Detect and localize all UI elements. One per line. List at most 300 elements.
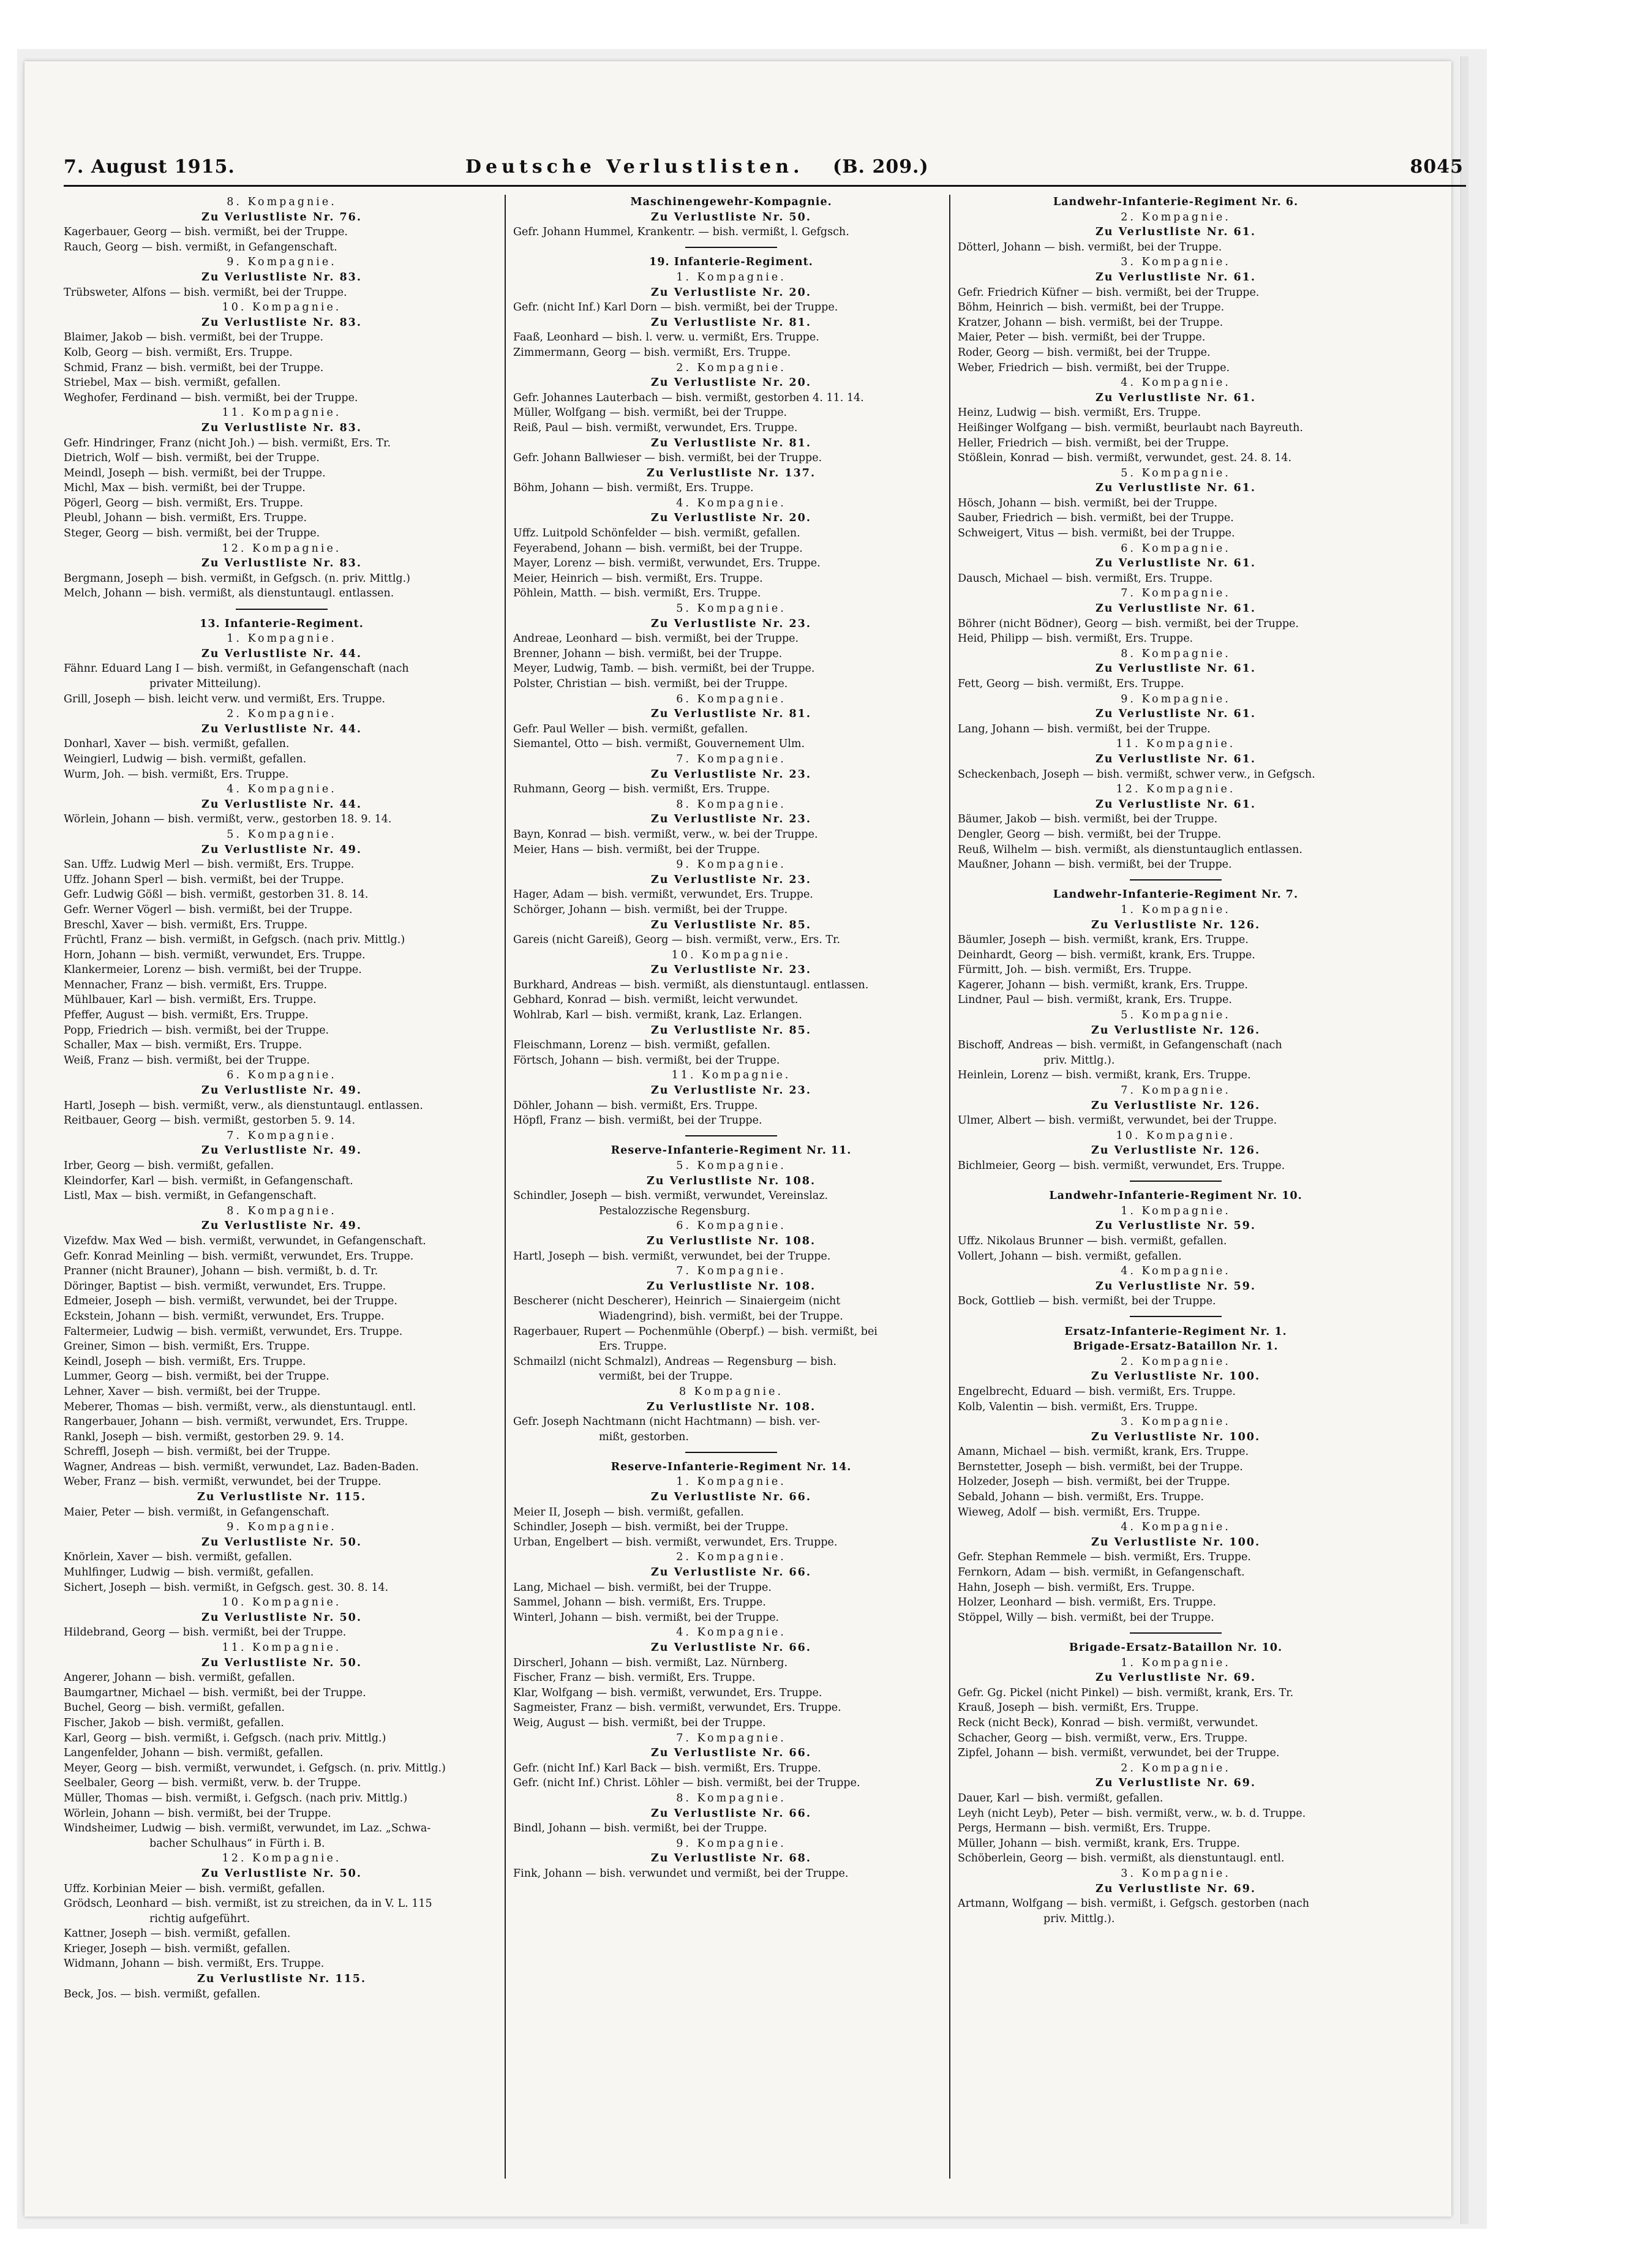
casualty-list-ref: Zu Verlustliste Nr. 44.	[201, 798, 362, 811]
company-heading: 4. Kompagnie.	[1121, 1521, 1231, 1534]
casualty-entry: Brenner, Johann — bish. vermißt, bei der Truppe.	[513, 647, 783, 660]
casualty-entry: Gefr. (nicht Inf.) Karl Dorn — bish. vermißt, bei der Truppe.	[513, 301, 838, 314]
casualty-entry: Dötterl, Johann — bish. vermißt, bei der Truppe.	[958, 241, 1222, 253]
casualty-entry: Meier, Heinrich — bish. vermißt, Ers. Truppe.	[513, 572, 763, 585]
casualty-entry: Maier, Peter — bish. vermißt, in Gefangenschaft.	[64, 1506, 329, 1519]
column-1	[64, 195, 500, 2185]
casualty-entry-continuation: Pestalozzische Regensburg.	[599, 1204, 750, 1217]
casualty-entry: Fähnr. Eduard Lang I — bish. vermißt, in Gefangenschaft (nach	[64, 663, 409, 675]
casualty-entry: Dietrich, Wolf — bish. vermißt, bei der Truppe.	[64, 452, 320, 465]
casualty-list-ref: Zu Verlustliste Nr. 61.	[1096, 271, 1256, 284]
casualty-entry: Gefr. Paul Weller — bish. vermißt, gefallen.	[513, 723, 748, 735]
casualty-entry: Wieweg, Adolf — bish. vermißt, Ers. Truppe.	[958, 1506, 1201, 1519]
casualty-entry: Bäumler, Joseph — bish. vermißt, krank, Ers. Truppe.	[958, 934, 1249, 947]
company-heading: 9. Kompagnie.	[1121, 693, 1231, 705]
casualty-entry: Heid, Philipp — bish. vermißt, Ers. Truppe.	[958, 633, 1193, 645]
casualty-entry: Pleubl, Johann — bish. vermißt, Ers. Truppe.	[64, 512, 307, 525]
company-heading: 1. Kompagnie.	[1121, 1204, 1231, 1217]
casualty-entry: Hahn, Joseph — bish. vermißt, Ers. Truppe.	[958, 1581, 1195, 1594]
section-rule	[513, 1444, 949, 1460]
section-rule	[958, 1625, 1394, 1640]
casualty-entry: Keindl, Joseph — bish. vermißt, Ers. Truppe.	[64, 1355, 306, 1368]
casualty-entry: Gefr. Joseph Nachtmann (nicht Hachtmann) — bish. ver-	[513, 1416, 821, 1429]
casualty-entry: Heinlein, Lorenz — bish. vermißt, krank, Ers. Truppe.	[958, 1069, 1251, 1082]
header-title: Deutsche Verlustlisten.	[465, 156, 804, 178]
company-heading: 12. Kompagnie.	[1116, 783, 1236, 796]
company-heading: 9. Kompagnie.	[227, 256, 337, 269]
company-heading: 10. Kompagnie.	[671, 948, 791, 961]
casualty-entry: Fernkorn, Adam — bish. vermißt, in Gefangenschaft.	[958, 1566, 1245, 1579]
casualty-list-ref: Zu Verlustliste Nr. 59.	[1096, 1280, 1256, 1293]
casualty-entry: Hildebrand, Georg — bish. vermißt, bei der Truppe.	[64, 1626, 347, 1639]
casualty-entry: Bergmann, Joseph — bish. vermißt, in Gefgsch. (n. priv. Mittlg.)	[64, 572, 411, 585]
company-heading: 11. Kompagnie.	[222, 1642, 342, 1654]
company-heading: 7. Kompagnie.	[676, 753, 786, 765]
section-rule	[958, 873, 1394, 888]
casualty-entry: Hager, Adam — bish. vermißt, verwundet, Ers. Truppe.	[513, 888, 813, 901]
casualty-list-ref: Zu Verlustliste Nr. 61.	[1096, 603, 1256, 615]
company-heading: 7. Kompagnie.	[1121, 587, 1231, 600]
company-heading: 5. Kompagnie.	[1121, 1009, 1231, 1022]
column-3	[958, 195, 1394, 2185]
casualty-entry: Deinhardt, Georg — bish. vermißt, krank, Ers. Truppe.	[958, 948, 1255, 961]
casualty-entry: Lehner, Xaver — bish. vermißt, bei der Truppe.	[64, 1385, 321, 1398]
casualty-list-ref: Zu Verlustliste Nr. 100.	[1091, 1430, 1261, 1443]
casualty-list-ref: Zu Verlustliste Nr. 108.	[646, 1174, 816, 1187]
casualty-entry: Winterl, Johann — bish. vermißt, bei der Truppe.	[513, 1611, 780, 1624]
casualty-list-ref: Zu Verlustliste Nr. 66.	[651, 1807, 811, 1820]
casualty-list-ref: Zu Verlustliste Nr. 23.	[651, 964, 811, 977]
casualty-entry: Feyerabend, Johann — bish. vermißt, bei der Truppe.	[513, 542, 803, 555]
casualty-entry: Bayn, Konrad — bish. vermißt, verw., w. bei der Truppe.	[513, 828, 818, 841]
casualty-entry-continuation: priv. Mittlg.).	[1043, 1912, 1115, 1925]
casualty-entry: Gebhard, Konrad — bish. vermißt, leicht verwundet.	[513, 994, 799, 1007]
casualty-entry: Wurm, Joh. — bish. vermißt, Ers. Truppe.	[64, 768, 289, 781]
casualty-list-ref: Zu Verlustliste Nr. 83.	[201, 557, 362, 570]
casualty-entry: Holzer, Leonhard — bish. vermißt, Ers. Truppe.	[958, 1596, 1216, 1609]
section-rule	[958, 1174, 1394, 1189]
company-heading: 11. Kompagnie.	[1116, 738, 1236, 751]
company-heading: 8. Kompagnie.	[227, 196, 337, 208]
casualty-list-ref: Zu Verlustliste Nr. 66.	[651, 1566, 811, 1579]
company-heading: 11. Kompagnie.	[222, 407, 342, 419]
casualty-entry: Bäumer, Jakob — bish. vermißt, bei der Truppe.	[958, 813, 1218, 826]
page-header	[37, 156, 1464, 183]
company-heading: 9. Kompagnie.	[676, 858, 786, 871]
casualty-entry: Klar, Wolfgang — bish. vermißt, verwundet, Ers. Truppe.	[513, 1686, 822, 1699]
casualty-entry: Sammel, Johann — bish. vermißt, Ers. Truppe.	[513, 1596, 766, 1609]
casualty-entry: Horn, Johann — bish. vermißt, verwundet, Ers. Truppe.	[64, 948, 366, 961]
casualty-list-ref: Zu Verlustliste Nr. 61.	[1096, 391, 1256, 404]
section-rule	[958, 1309, 1394, 1324]
casualty-entry: Fink, Johann — bish. verwundet und vermißt, bei der Truppe.	[513, 1867, 849, 1880]
casualty-entry: Gefr. Hindringer, Franz (nicht Joh.) — bish. vermißt, Ers. Tr.	[64, 437, 391, 449]
casualty-list-ref: Zu Verlustliste Nr. 85.	[651, 918, 811, 931]
section-rule	[513, 240, 949, 255]
header-date: 7. August 1915.	[64, 156, 235, 178]
casualty-list-ref: Zu Verlustliste Nr. 126.	[1091, 918, 1261, 931]
casualty-entry: Weiß, Franz — bish. vermißt, bei der Truppe.	[64, 1054, 310, 1067]
casualty-list-ref: Zu Verlustliste Nr. 100.	[1091, 1536, 1261, 1549]
casualty-list-ref: Zu Verlustliste Nr. 23.	[651, 873, 811, 886]
casualty-entry: Meyer, Ludwig, Tamb. — bish. vermißt, bei der Truppe.	[513, 663, 815, 675]
casualty-entry: Zipfel, Johann — bish. vermißt, verwundet, bei der Truppe.	[958, 1747, 1280, 1760]
casualty-entry: Sichert, Joseph — bish. vermißt, in Gefgsch. gest. 30. 8. 14.	[64, 1581, 389, 1594]
casualty-entry: Klankermeier, Lorenz — bish. vermißt, bei der Truppe.	[64, 964, 362, 977]
column-2	[513, 195, 949, 2185]
casualty-list-ref: Zu Verlustliste Nr. 83.	[201, 271, 362, 284]
casualty-entry: Hartl, Joseph — bish. vermißt, verw., als dienstuntaugl. entlassen.	[64, 1099, 423, 1112]
casualty-list-ref: Zu Verlustliste Nr. 81.	[651, 437, 811, 449]
casualty-list-ref: Zu Verlustliste Nr. 61.	[1096, 708, 1256, 721]
company-heading: 6. Kompagnie.	[676, 1220, 786, 1233]
regiment-heading: Reserve-Infanterie-Regiment Nr. 14.	[611, 1460, 852, 1473]
casualty-list-ref: Zu Verlustliste Nr. 108.	[646, 1234, 816, 1247]
casualty-entry: Kleindorfer, Karl — bish. vermißt, in Gefangenschaft.	[64, 1174, 353, 1187]
casualty-list-ref: Zu Verlustliste Nr. 85.	[651, 1024, 811, 1037]
casualty-entry: Meier, Hans — bish. vermißt, bei der Truppe.	[513, 843, 761, 856]
company-heading: 9. Kompagnie.	[227, 1521, 337, 1534]
casualty-list-ref: Zu Verlustliste Nr. 83.	[201, 421, 362, 434]
casualty-entry: Lang, Michael — bish. vermißt, bei der Truppe.	[513, 1581, 772, 1594]
casualty-entry: Förtsch, Johann — bish. vermißt, bei der Truppe.	[513, 1054, 780, 1067]
casualty-list-ref: Zu Verlustliste Nr. 68.	[651, 1852, 811, 1865]
casualty-entry: Rankl, Joseph — bish. vermißt, gestorben 29. 9. 14.	[64, 1430, 344, 1443]
casualty-entry: Schweigert, Vitus — bish. vermißt, bei der Truppe.	[958, 527, 1235, 540]
casualty-entry: Gefr. Konrad Meinling — bish. vermißt, verwundet, Ers. Truppe.	[64, 1250, 414, 1263]
company-heading: 3. Kompagnie.	[1121, 1416, 1231, 1429]
casualty-entry: Pergs, Hermann — bish. vermißt, Ers. Truppe.	[958, 1822, 1211, 1835]
company-heading: 8. Kompagnie.	[676, 798, 786, 811]
company-heading: 2. Kompagnie.	[676, 361, 786, 374]
casualty-list-ref: Zu Verlustliste Nr. 66.	[651, 1491, 811, 1504]
casualty-entry: Kagerer, Johann — bish. vermißt, krank, Ers. Truppe.	[958, 978, 1248, 991]
casualty-entry: Rauch, Georg — bish. vermißt, in Gefangenschaft.	[64, 241, 337, 253]
company-heading: 1. Kompagnie.	[1121, 1656, 1231, 1669]
header-page-number: 8045	[1410, 156, 1464, 178]
casualty-entry: Kattner, Joseph — bish. vermißt, gefallen.	[64, 1928, 291, 1940]
casualty-entry: Windsheimer, Ludwig — bish. vermißt, verwundet, im Laz. „Schwa-	[64, 1822, 431, 1835]
casualty-entry: Vollert, Johann — bish. vermißt, gefallen.	[958, 1250, 1182, 1263]
company-heading: 4. Kompagnie.	[676, 497, 786, 509]
casualty-entry: Lang, Johann — bish. vermißt, bei der Truppe.	[958, 723, 1211, 735]
casualty-entry: Scheckenbach, Joseph — bish. vermißt, schwer verw., in Gefgsch.	[958, 768, 1315, 781]
casualty-entry: Heißinger Wolfgang — bish. vermißt, beurlaubt nach Bayreuth.	[958, 421, 1303, 434]
casualty-entry-continuation: Wiadengrind), bish. vermißt, bei der Truppe.	[599, 1310, 843, 1323]
casualty-entry: Pögerl, Georg — bish. vermißt, Ers. Truppe.	[64, 497, 304, 509]
casualty-entry: Dengler, Georg — bish. vermißt, bei der Truppe.	[958, 828, 1222, 841]
casualty-list-ref: Zu Verlustliste Nr. 49.	[201, 1220, 362, 1233]
casualty-entry: Weig, August — bish. vermißt, bei der Truppe.	[513, 1716, 766, 1729]
casualty-entry: Bock, Gottlieb — bish. vermißt, bei der Truppe.	[958, 1295, 1216, 1308]
casualty-entry-continuation: Ers. Truppe.	[599, 1340, 667, 1353]
casualty-entry: Gareis (nicht Gareiß), Georg — bish. vermißt, verw., Ers. Tr.	[513, 934, 841, 947]
company-heading: 4. Kompagnie.	[227, 783, 337, 796]
section-rule	[64, 601, 500, 617]
page-edge	[1460, 56, 1468, 2224]
casualty-list-ref: Zu Verlustliste Nr. 126.	[1091, 1144, 1261, 1157]
casualty-list-ref: Zu Verlustliste Nr. 66.	[651, 1747, 811, 1760]
casualty-entry: Gefr. Stephan Remmele — bish. vermißt, Ers. Truppe.	[958, 1551, 1251, 1564]
casualty-entry: Uffz. Korbinian Meier — bish. vermißt, gefallen.	[64, 1882, 325, 1895]
company-heading: 1. Kompagnie.	[676, 271, 786, 284]
casualty-entry: Grödsch, Leonhard — bish. vermißt, ist zu streichen, da in V. L. 115	[64, 1898, 432, 1910]
casualty-entry: Uffz. Luitpold Schönfelder — bish. vermißt, gefallen.	[513, 527, 800, 540]
casualty-entry: Amann, Michael — bish. vermißt, krank, Ers. Truppe.	[958, 1446, 1249, 1459]
casualty-entry: Burkhard, Andreas — bish. vermißt, als dienstuntaugl. entlassen.	[513, 978, 869, 991]
company-heading: 8. Kompagnie.	[227, 1204, 337, 1217]
casualty-entry: Polster, Christian — bish. vermißt, bei der Truppe.	[513, 678, 788, 690]
casualty-entry: Höpfl, Franz — bish. vermißt, bei der Truppe.	[513, 1114, 762, 1127]
casualty-entry: Breschl, Xaver — bish. vermißt, Ers. Truppe.	[64, 918, 308, 931]
casualty-list-ref: Zu Verlustliste Nr. 61.	[1096, 557, 1256, 570]
casualty-entry: Dauer, Karl — bish. vermißt, gefallen.	[958, 1792, 1163, 1804]
casualty-entry: Wörlein, Johann — bish. vermißt, verw., gestorben 18. 9. 14.	[64, 813, 392, 826]
casualty-list-ref: Zu Verlustliste Nr. 50.	[201, 1867, 362, 1880]
casualty-entry: Meier II, Joseph — bish. vermißt, gefallen.	[513, 1506, 744, 1519]
casualty-list-ref: Zu Verlustliste Nr. 50.	[651, 211, 811, 223]
casualty-list-ref: Zu Verlustliste Nr. 115.	[197, 1973, 367, 1986]
casualty-entry: Weber, Friedrich — bish. vermißt, bei der Truppe.	[958, 361, 1230, 374]
company-heading: 11. Kompagnie.	[671, 1069, 791, 1082]
casualty-entry: Andreae, Leonhard — bish. vermißt, bei der Truppe.	[513, 633, 799, 645]
casualty-entry: Döringer, Baptist — bish. vermißt, verwundet, Ers. Truppe.	[64, 1280, 386, 1293]
casualty-entry: Siemantel, Otto — bish. vermißt, Gouvernement Ulm.	[513, 738, 805, 751]
casualty-list-ref: Zu Verlustliste Nr. 20.	[651, 512, 811, 525]
casualty-entry: Gefr. Friedrich Küfner — bish. vermißt, bei der Truppe.	[958, 286, 1260, 299]
company-heading: 4. Kompagnie.	[1121, 377, 1231, 389]
casualty-entry: Trübsweter, Alfons — bish. vermißt, bei der Truppe.	[64, 286, 347, 299]
company-heading: 8. Kompagnie.	[676, 1792, 786, 1804]
header-rule	[64, 185, 1466, 187]
casualty-entry: Buchel, Georg — bish. vermißt, gefallen.	[64, 1702, 285, 1714]
casualty-entry: Müller, Thomas — bish. vermißt, i. Gefgsch. (nach priv. Mittlg.)	[64, 1792, 408, 1804]
casualty-entry: Eckstein, Johann — bish. vermißt, verwundet, Ers. Truppe.	[64, 1310, 385, 1323]
regiment-heading: Landwehr-Infanterie-Regiment Nr. 7.	[1053, 888, 1299, 901]
casualty-list-ref: Zu Verlustliste Nr. 69.	[1096, 1672, 1256, 1684]
casualty-entry: Bescherer (nicht Descherer), Heinrich — Sinaiergeim (nicht	[513, 1295, 841, 1308]
casualty-entry: Engelbrecht, Eduard — bish. vermißt, Ers. Truppe.	[958, 1385, 1236, 1398]
casualty-list-ref: Zu Verlustliste Nr. 44.	[201, 723, 362, 735]
casualty-entry: Schörger, Johann — bish. vermißt, bei der Truppe.	[513, 903, 788, 916]
casualty-entry: Pranner (nicht Brauner), Johann — bish. vermißt, b. d. Tr.	[64, 1265, 378, 1278]
casualty-entry: Sagmeister, Franz — bish. vermißt, verwundet, Ers. Truppe.	[513, 1702, 841, 1714]
company-heading: 10. Kompagnie.	[1116, 1129, 1236, 1142]
casualty-entry: Bindl, Johann — bish. vermißt, bei der Truppe.	[513, 1822, 767, 1835]
casualty-entry: Weber, Franz — bish. vermißt, verwundet, bei der Truppe.	[64, 1476, 382, 1489]
company-heading: 2. Kompagnie.	[676, 1551, 786, 1564]
casualty-entry: Stöppel, Willy — bish. vermißt, bei der Truppe.	[958, 1611, 1214, 1624]
casualty-entry: Sauber, Friedrich — bish. vermißt, bei der Truppe.	[958, 512, 1234, 525]
casualty-entry: Lindner, Paul — bish. vermißt, krank, Ers. Truppe.	[958, 994, 1232, 1007]
casualty-entry: Wohlrab, Karl — bish. vermißt, krank, Laz. Erlangen.	[513, 1009, 802, 1022]
casualty-entry: Ulmer, Albert — bish. vermißt, verwundet, bei der Truppe.	[958, 1114, 1277, 1127]
casualty-entry: Irber, Georg — bish. vermißt, gefallen.	[64, 1160, 274, 1172]
casualty-entry: Fischer, Franz — bish. vermißt, Ers. Truppe.	[513, 1672, 756, 1684]
casualty-entry: Ragerbauer, Rupert — Pochenmühle (Oberpf.) — bish. vermißt, bei	[513, 1325, 878, 1338]
casualty-entry: Reitbauer, Georg — bish. vermißt, gestorben 5. 9. 14.	[64, 1114, 356, 1127]
casualty-entry: Mühlbauer, Karl — bish. vermißt, Ers. Truppe.	[64, 994, 317, 1007]
company-heading: 2. Kompagnie.	[1121, 1762, 1231, 1774]
casualty-entry: Gefr. Johann Ballwieser — bish. vermißt, bei der Truppe.	[513, 452, 822, 465]
casualty-entry: Grill, Joseph — bish. leicht verw. und vermißt, Ers. Truppe.	[64, 693, 386, 705]
casualty-entry: Reuß, Wilhelm — bish. vermißt, als dienstuntauglich entlassen.	[958, 843, 1302, 856]
casualty-entry-continuation: richtig aufgeführt.	[149, 1912, 250, 1925]
company-heading: 10. Kompagnie.	[222, 1596, 342, 1609]
casualty-entry: Mayer, Lorenz — bish. vermißt, verwundet, Ers. Truppe.	[513, 557, 821, 570]
casualty-list-ref: Zu Verlustliste Nr. 126.	[1091, 1099, 1261, 1112]
casualty-entry: Maier, Peter — bish. vermißt, bei der Truppe.	[958, 331, 1206, 344]
header-issue: (B. 209.)	[833, 156, 929, 178]
casualty-entry: Artmann, Wolfgang — bish. vermißt, i. Gefgsch. gestorben (nach	[958, 1898, 1310, 1910]
casualty-entry: Urban, Engelbert — bish. vermißt, verwundet, Ers. Truppe.	[513, 1536, 838, 1549]
casualty-entry: Baumgartner, Michael — bish. vermißt, bei der Truppe.	[64, 1686, 366, 1699]
casualty-entry: Fleischmann, Lorenz — bish. vermißt, gefallen.	[513, 1039, 771, 1052]
casualty-list-ref: Zu Verlustliste Nr. 61.	[1096, 663, 1256, 675]
casualty-list-ref: Zu Verlustliste Nr. 23.	[651, 813, 811, 826]
casualty-entry: Mennacher, Franz — bish. vermißt, Ers. Truppe.	[64, 978, 328, 991]
company-heading: 2. Kompagnie.	[1121, 1355, 1231, 1368]
regiment-heading: 19. Infanterie-Regiment.	[649, 256, 813, 269]
casualty-list-ref: Zu Verlustliste Nr. 61.	[1096, 226, 1256, 239]
casualty-entry: Uffz. Johann Sperl — bish. vermißt, bei der Truppe.	[64, 873, 344, 886]
casualty-list-ref: Zu Verlustliste Nr. 61.	[1096, 798, 1256, 811]
company-heading: 6. Kompagnie.	[227, 1069, 337, 1082]
casualty-entry: Kolb, Georg — bish. vermißt, Ers. Truppe.	[64, 346, 293, 359]
casualty-entry: Schmid, Franz — bish. vermißt, bei der Truppe.	[64, 361, 324, 374]
regiment-heading: Brigade-Ersatz-Bataillon Nr. 10.	[1069, 1642, 1283, 1654]
casualty-entry: Hösch, Johann — bish. vermißt, bei der Truppe.	[958, 497, 1218, 509]
casualty-entry: Schmailzl (nicht Schmalzl), Andreas — Regensburg — bish.	[513, 1355, 836, 1368]
casualty-entry: Vizefdw. Max Wed — bish. vermißt, verwundet, in Gefangenschaft.	[64, 1234, 426, 1247]
casualty-entry: Bernstetter, Joseph — bish. vermißt, bei der Truppe.	[958, 1460, 1243, 1473]
casualty-list-ref: Zu Verlustliste Nr. 76.	[201, 211, 362, 223]
casualty-entry: Böhrer (nicht Bödner), Georg — bish. vermißt, bei der Truppe.	[958, 617, 1299, 630]
casualty-list-ref: Zu Verlustliste Nr. 50.	[201, 1656, 362, 1669]
company-heading: 5. Kompagnie.	[676, 1160, 786, 1172]
regiment-heading: Brigade-Ersatz-Bataillon Nr. 1.	[1073, 1340, 1279, 1353]
casualty-entry: Böhm, Johann — bish. vermißt, Ers. Truppe.	[513, 482, 754, 495]
casualty-entry: San. Uffz. Ludwig Merl — bish. vermißt, Ers. Truppe.	[64, 858, 355, 871]
company-heading: 5. Kompagnie.	[1121, 467, 1231, 479]
casualty-list-ref: Zu Verlustliste Nr. 137.	[646, 467, 816, 479]
casualty-entry: Muhlfinger, Ludwig — bish. vermißt, gefallen.	[64, 1566, 314, 1579]
company-heading: 7. Kompagnie.	[676, 1732, 786, 1744]
casualty-entry: Pöhlein, Matth. — bish. vermißt, Ers. Truppe.	[513, 587, 761, 600]
regiment-heading: Landwehr-Infanterie-Regiment Nr. 6.	[1053, 196, 1299, 208]
casualty-entry: Striebel, Max — bish. vermißt, gefallen.	[64, 377, 281, 389]
regiment-heading: Ersatz-Infanterie-Regiment Nr. 1.	[1064, 1325, 1287, 1338]
casualty-entry: Bichlmeier, Georg — bish. vermißt, verwundet, Ers. Truppe.	[958, 1160, 1285, 1172]
casualty-entry: Schindler, Joseph — bish. vermißt, verwundet, Vereinslaz.	[513, 1190, 829, 1203]
company-heading: 1. Kompagnie.	[227, 633, 337, 645]
casualty-entry: Dirscherl, Johann — bish. vermißt, Laz. Nürnberg.	[513, 1656, 788, 1669]
casualty-list-ref: Zu Verlustliste Nr. 83.	[201, 316, 362, 329]
casualty-entry: Krieger, Joseph — bish. vermißt, gefallen.	[64, 1942, 291, 1955]
casualty-entry: Reiß, Paul — bish. vermißt, verwundet, Ers. Truppe.	[513, 421, 798, 434]
company-heading: 9. Kompagnie.	[676, 1837, 786, 1850]
casualty-entry: Edmeier, Joseph — bish. vermißt, verwundet, bei der Truppe.	[64, 1295, 397, 1308]
casualty-entry: Karl, Georg — bish. vermißt, i. Gefgsch. (nach priv. Mittlg.)	[64, 1732, 386, 1744]
company-heading: 6. Kompagnie.	[1121, 542, 1231, 555]
casualty-entry: Weingierl, Ludwig — bish. vermißt, gefallen.	[64, 753, 307, 765]
casualty-entry: Krauß, Joseph — bish. vermißt, Ers. Truppe.	[958, 1702, 1199, 1714]
casualty-entry: Beck, Jos. — bish. vermißt, gefallen.	[64, 1988, 261, 2000]
casualty-entry: Müller, Johann — bish. vermißt, krank, Ers. Truppe.	[958, 1837, 1240, 1850]
casualty-entry: Greiner, Simon — bish. vermißt, Ers. Truppe.	[64, 1340, 310, 1353]
casualty-entry: Langenfelder, Johann — bish. vermißt, gefallen.	[64, 1747, 323, 1760]
casualty-entry: Wörlein, Johann — bish. vermißt, bei der Truppe.	[64, 1807, 331, 1820]
casualty-entry: Gefr. Werner Vögerl — bish. vermißt, bei der Truppe.	[64, 903, 353, 916]
casualty-entry: Fürmitt, Joh. — bish. vermißt, Ers. Truppe.	[958, 964, 1192, 977]
casualty-entry: Kolb, Valentin — bish. vermißt, Ers. Truppe.	[958, 1400, 1198, 1413]
casualty-list-ref: Zu Verlustliste Nr. 61.	[1096, 482, 1256, 495]
casualty-entry: Reck (nicht Beck), Konrad — bish. vermißt, verwundet.	[958, 1716, 1258, 1729]
casualty-entry: Bischoff, Andreas — bish. vermißt, in Gefangenschaft (nach	[958, 1039, 1282, 1052]
casualty-entry: Michl, Max — bish. vermißt, bei der Truppe.	[64, 482, 306, 495]
casualty-entry: Kratzer, Johann — bish. vermißt, bei der Truppe.	[958, 316, 1223, 329]
casualty-entry: Heinz, Ludwig — bish. vermißt, Ers. Truppe.	[958, 407, 1201, 419]
casualty-entry: Knörlein, Xaver — bish. vermißt, gefallen.	[64, 1551, 292, 1564]
company-heading: 4. Kompagnie.	[676, 1626, 786, 1639]
company-heading: 7. Kompagnie.	[1121, 1084, 1231, 1097]
casualty-list-ref: Zu Verlustliste Nr. 81.	[651, 708, 811, 721]
regiment-heading: Landwehr-Infanterie-Regiment Nr. 10.	[1049, 1190, 1302, 1203]
casualty-entry: Donharl, Xaver — bish. vermißt, gefallen.	[64, 738, 290, 751]
casualty-entry: Listl, Max — bish. vermißt, in Gefangenschaft.	[64, 1190, 317, 1203]
casualty-list-ref: Zu Verlustliste Nr. 126.	[1091, 1024, 1261, 1037]
casualty-list-ref: Zu Verlustliste Nr. 115.	[197, 1491, 367, 1504]
casualty-list-ref: Zu Verlustliste Nr. 108.	[646, 1280, 816, 1293]
casualty-entry: Schacher, Georg — bish. vermißt, verw., Ers. Truppe.	[958, 1732, 1248, 1744]
casualty-entry: Weghofer, Ferdinand — bish. vermißt, bei der Truppe.	[64, 391, 358, 404]
casualty-entry: Zimmermann, Georg — bish. vermißt, Ers. Truppe.	[513, 346, 791, 359]
casualty-list-ref: Zu Verlustliste Nr. 20.	[651, 286, 811, 299]
casualty-list-ref: Zu Verlustliste Nr. 44.	[201, 647, 362, 660]
casualty-entry: Steger, Georg — bish. vermißt, bei der Truppe.	[64, 527, 320, 540]
company-heading: 3. Kompagnie.	[1121, 256, 1231, 269]
casualty-entry: Fischer, Jakob — bish. vermißt, gefallen.	[64, 1716, 284, 1729]
company-heading: 2. Kompagnie.	[227, 708, 337, 721]
casualty-entry: Meyer, Georg — bish. vermißt, verwundet, i. Gefgsch. (n. priv. Mittlg.)	[64, 1762, 446, 1774]
casualty-entry: Sebald, Johann — bish. vermißt, Ers. Truppe.	[958, 1491, 1205, 1504]
casualty-entry: Gefr. (nicht Inf.) Karl Back — bish. vermißt, Ers. Truppe.	[513, 1762, 821, 1774]
casualty-list-ref: Zu Verlustliste Nr. 100.	[1091, 1370, 1261, 1383]
casualty-list-ref: Zu Verlustliste Nr. 50.	[201, 1536, 362, 1549]
casualty-entry-continuation: bacher Schulhaus“ in Fürth i. B.	[149, 1837, 325, 1850]
regiment-heading: 13. Infanterie-Regiment.	[200, 617, 364, 630]
casualty-entry: Böhm, Heinrich — bish. vermißt, bei der Truppe.	[958, 301, 1225, 314]
casualty-entry: Melch, Johann — bish. vermißt, als dienstuntaugl. entlassen.	[64, 587, 394, 600]
casualty-list-ref: Zu Verlustliste Nr. 69.	[1096, 1882, 1256, 1895]
company-heading: 8 Kompagnie.	[678, 1385, 784, 1398]
casualty-entry: Meberer, Thomas — bish. vermißt, verw., als dienstuntaugl. entl.	[64, 1400, 416, 1413]
casualty-entry: Blaimer, Jakob — bish. vermißt, bei der Truppe.	[64, 331, 324, 344]
casualty-entry: Müller, Wolfgang — bish. vermißt, bei der Truppe.	[513, 407, 787, 419]
casualty-entry: Früchtl, Franz — bish. vermißt, in Gefgsch. (nach priv. Mittlg.)	[64, 934, 405, 947]
casualty-list-ref: Zu Verlustliste Nr. 59.	[1096, 1220, 1256, 1233]
company-heading: 8. Kompagnie.	[1121, 647, 1231, 660]
casualty-list-ref: Zu Verlustliste Nr. 49.	[201, 843, 362, 856]
company-heading: 2. Kompagnie.	[1121, 211, 1231, 223]
company-heading: 12. Kompagnie.	[222, 542, 342, 555]
casualty-list-ref: Zu Verlustliste Nr. 50.	[201, 1611, 362, 1624]
casualty-entry: Hartl, Joseph — bish. vermißt, verwundet, bei der Truppe.	[513, 1250, 831, 1263]
company-heading: 4. Kompagnie.	[1121, 1265, 1231, 1278]
casualty-list-ref: Zu Verlustliste Nr. 20.	[651, 377, 811, 389]
casualty-list-ref: Zu Verlustliste Nr. 49.	[201, 1144, 362, 1157]
casualty-entry: Stößlein, Konrad — bish. vermißt, verwundet, gest. 24. 8. 14.	[958, 452, 1292, 465]
